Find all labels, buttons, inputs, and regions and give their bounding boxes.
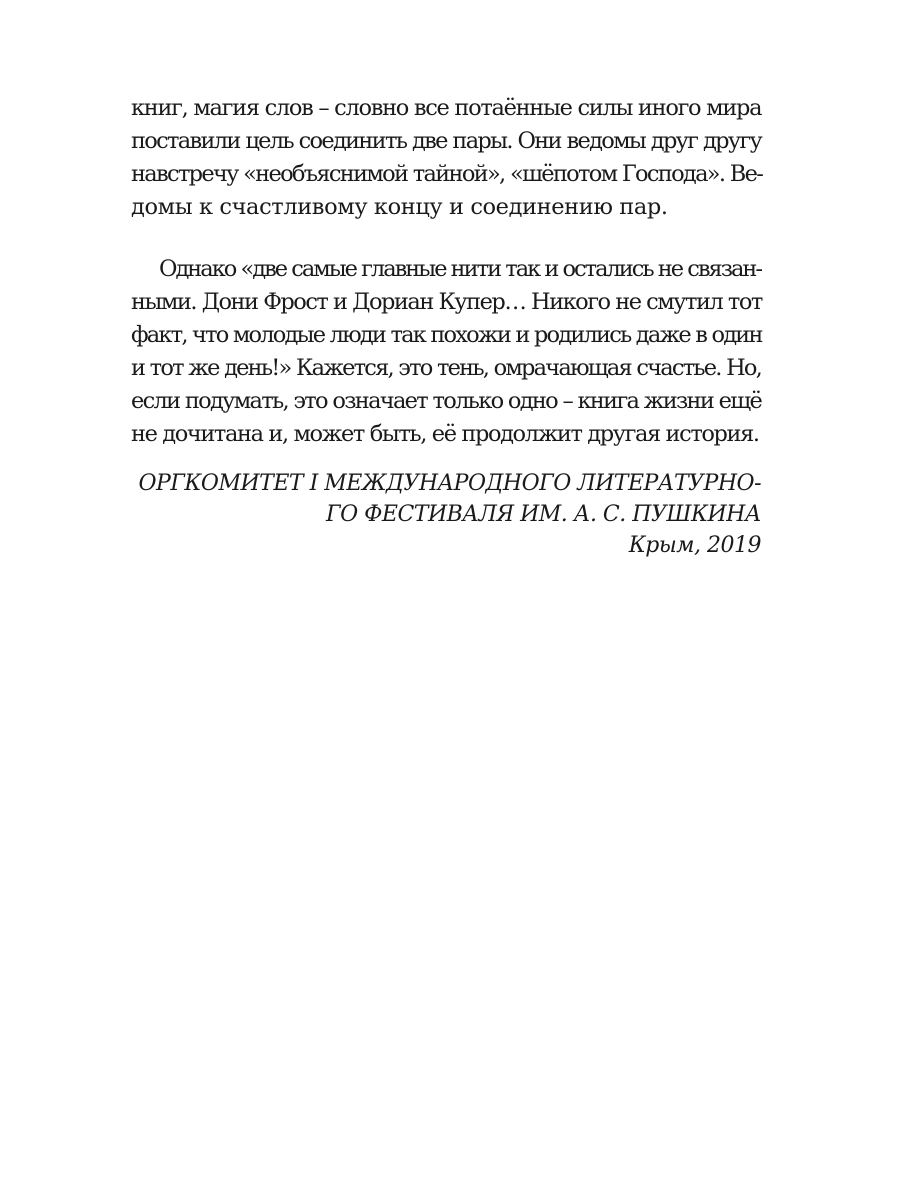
text-line: Однако «две самые главные нити так и остались не связан-	[159, 256, 761, 282]
text-line: ными. Дони Фрост и Дориан Купер… Никого не смутил тот	[131, 289, 762, 315]
signature-org-line-2: ГО ФЕСТИВАЛЯ ИМ. А. С. ПУШКИНА	[326, 502, 761, 527]
body-text	[131, 92, 761, 451]
signature-org-line-1: ОРГКОМИТЕТ I МЕЖДУНАРОДНОГО ЛИТЕРАТУРНО-	[138, 471, 761, 496]
text-line: и тот же день!» Кажется, это тень, омрачающая счастье. Но,	[131, 355, 761, 381]
text-line: книг, магия слов – словно все потаённые силы иного мира	[131, 95, 762, 121]
paragraph-1	[131, 92, 761, 224]
text-line: домы к счастливому концу и соединению пар.	[131, 194, 668, 220]
paragraph-spacer	[131, 224, 761, 253]
text-line: поставили цель соединить две пары. Они ведомы друг другу	[131, 128, 761, 154]
signature-block	[131, 468, 761, 561]
paragraph-2	[131, 253, 761, 451]
text-line: факт, что молодые люди так похожи и родились даже в один	[131, 322, 762, 348]
text-line: если подумать, это означает только одно – книга жизни ещё	[131, 388, 762, 414]
signature-place-date: Крым, 2019	[628, 533, 761, 558]
text-line: не дочитана и, может быть, её продолжит другая история.	[131, 421, 759, 447]
text-line: навстречу «необъяснимой тайной», «шёпотом Господа». Ве-	[131, 161, 763, 187]
